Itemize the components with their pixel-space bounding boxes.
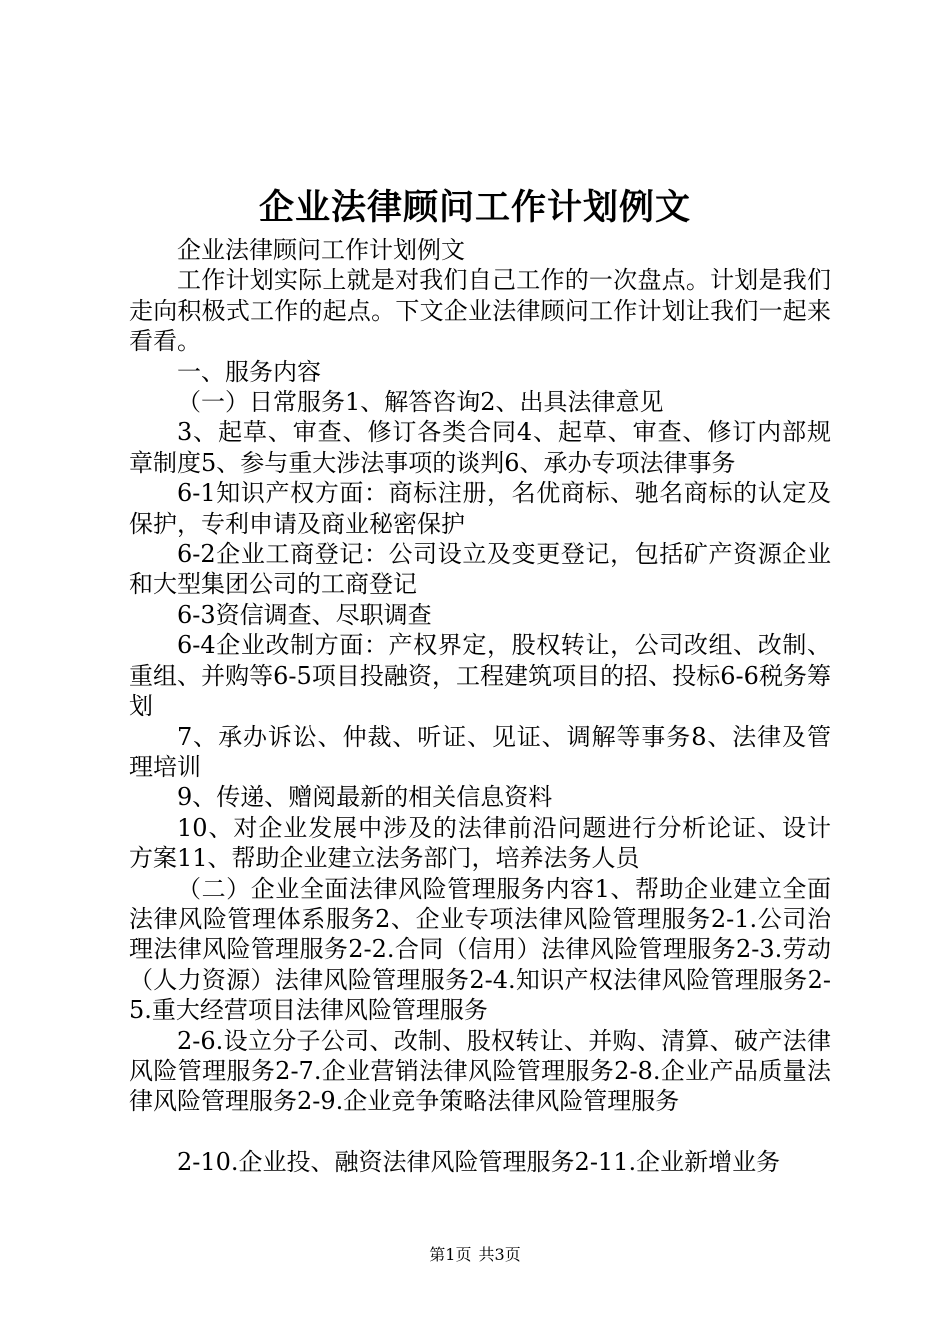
page-total: 共3页 xyxy=(478,1245,521,1264)
paragraph-due-diligence: 6-3资信调查、尽职调查 xyxy=(177,600,432,629)
paragraph-frontier-issues: 10、对企业发展中涉及的法律前沿问题进行分析论证、设计方案11、帮助企业建立法务部门，培养法务人员 xyxy=(129,813,831,873)
paragraph-investment: 2-10.企业投、融资法律风险管理服务2-11.企业新增业务 xyxy=(177,1147,781,1176)
paragraph-registration: 6-2企业工商登记：公司设立及变更登记，包括矿产资源企业和大型集团公司的工商登记 xyxy=(129,540,831,599)
paragraph-restructuring: 6-4企业改制方面：产权界定，股权转让，公司改组、改制、重组、并购等6-5项目投融资，工程建筑项目的招、投标6-6税务筹划 xyxy=(129,631,831,721)
paragraph-section-heading: 一、服务内容 xyxy=(177,357,321,386)
paragraph-risk-services: 2-6.设立分子公司、改制、股权转让、并购、清算、破产法律风险管理服务2-7.企业营销法律风险管理服务2-8.企业产品质量法律风险管理服务2-9.企业竞争策略法律风险管理服务 xyxy=(129,1026,831,1116)
document-title: 企业法律顾问工作计划例文 xyxy=(258,187,691,228)
paragraph-heading-repeat: 企业法律顾问工作计划例文 xyxy=(177,236,465,264)
paragraph-information: 9、传递、赠阅最新的相关信息资料 xyxy=(177,783,553,812)
document-body xyxy=(129,235,831,1177)
paragraph-intro: 工作计划实际上就是对我们自己工作的一次盘点。计划是我们走向积极式工作的起点。下文企业法律顾问工作计划让我们一起来看看。 xyxy=(129,266,831,356)
page-number: 第1页 xyxy=(429,1245,472,1264)
paragraph-ip: 6-1知识产权方面：商标注册，名优商标、驰名商标的认定及保护，专利申请及商业秘密保护 xyxy=(129,479,831,538)
paragraph-risk-management: （二）企业全面法律风险管理服务内容1、帮助企业建立全面法律风险管理体系服务2、企业专项法律风险管理服务2-1.公司治理法律风险管理服务2-2.合同（信用）法律风险管理服务2-3.劳动（人力资源）法律风险管理服务2-4.知识产权法律风险管理服务2-5.重大经营项目法律风险管理服务 xyxy=(129,874,831,1025)
paragraph-litigation: 7、承办诉讼、仲裁、听证、见证、调解等事务8、法律及管理培训 xyxy=(129,722,831,781)
page-footer xyxy=(0,1243,950,1267)
paragraph-daily-services: （一）日常服务1、解答咨询2、出具法律意见 xyxy=(177,388,664,417)
paragraph-contracts: 3、起草、审查、修订各类合同4、起草、审查、修订内部规章制度5、参与重大涉法事项的谈判6、承办专项法律事务 xyxy=(129,418,831,477)
